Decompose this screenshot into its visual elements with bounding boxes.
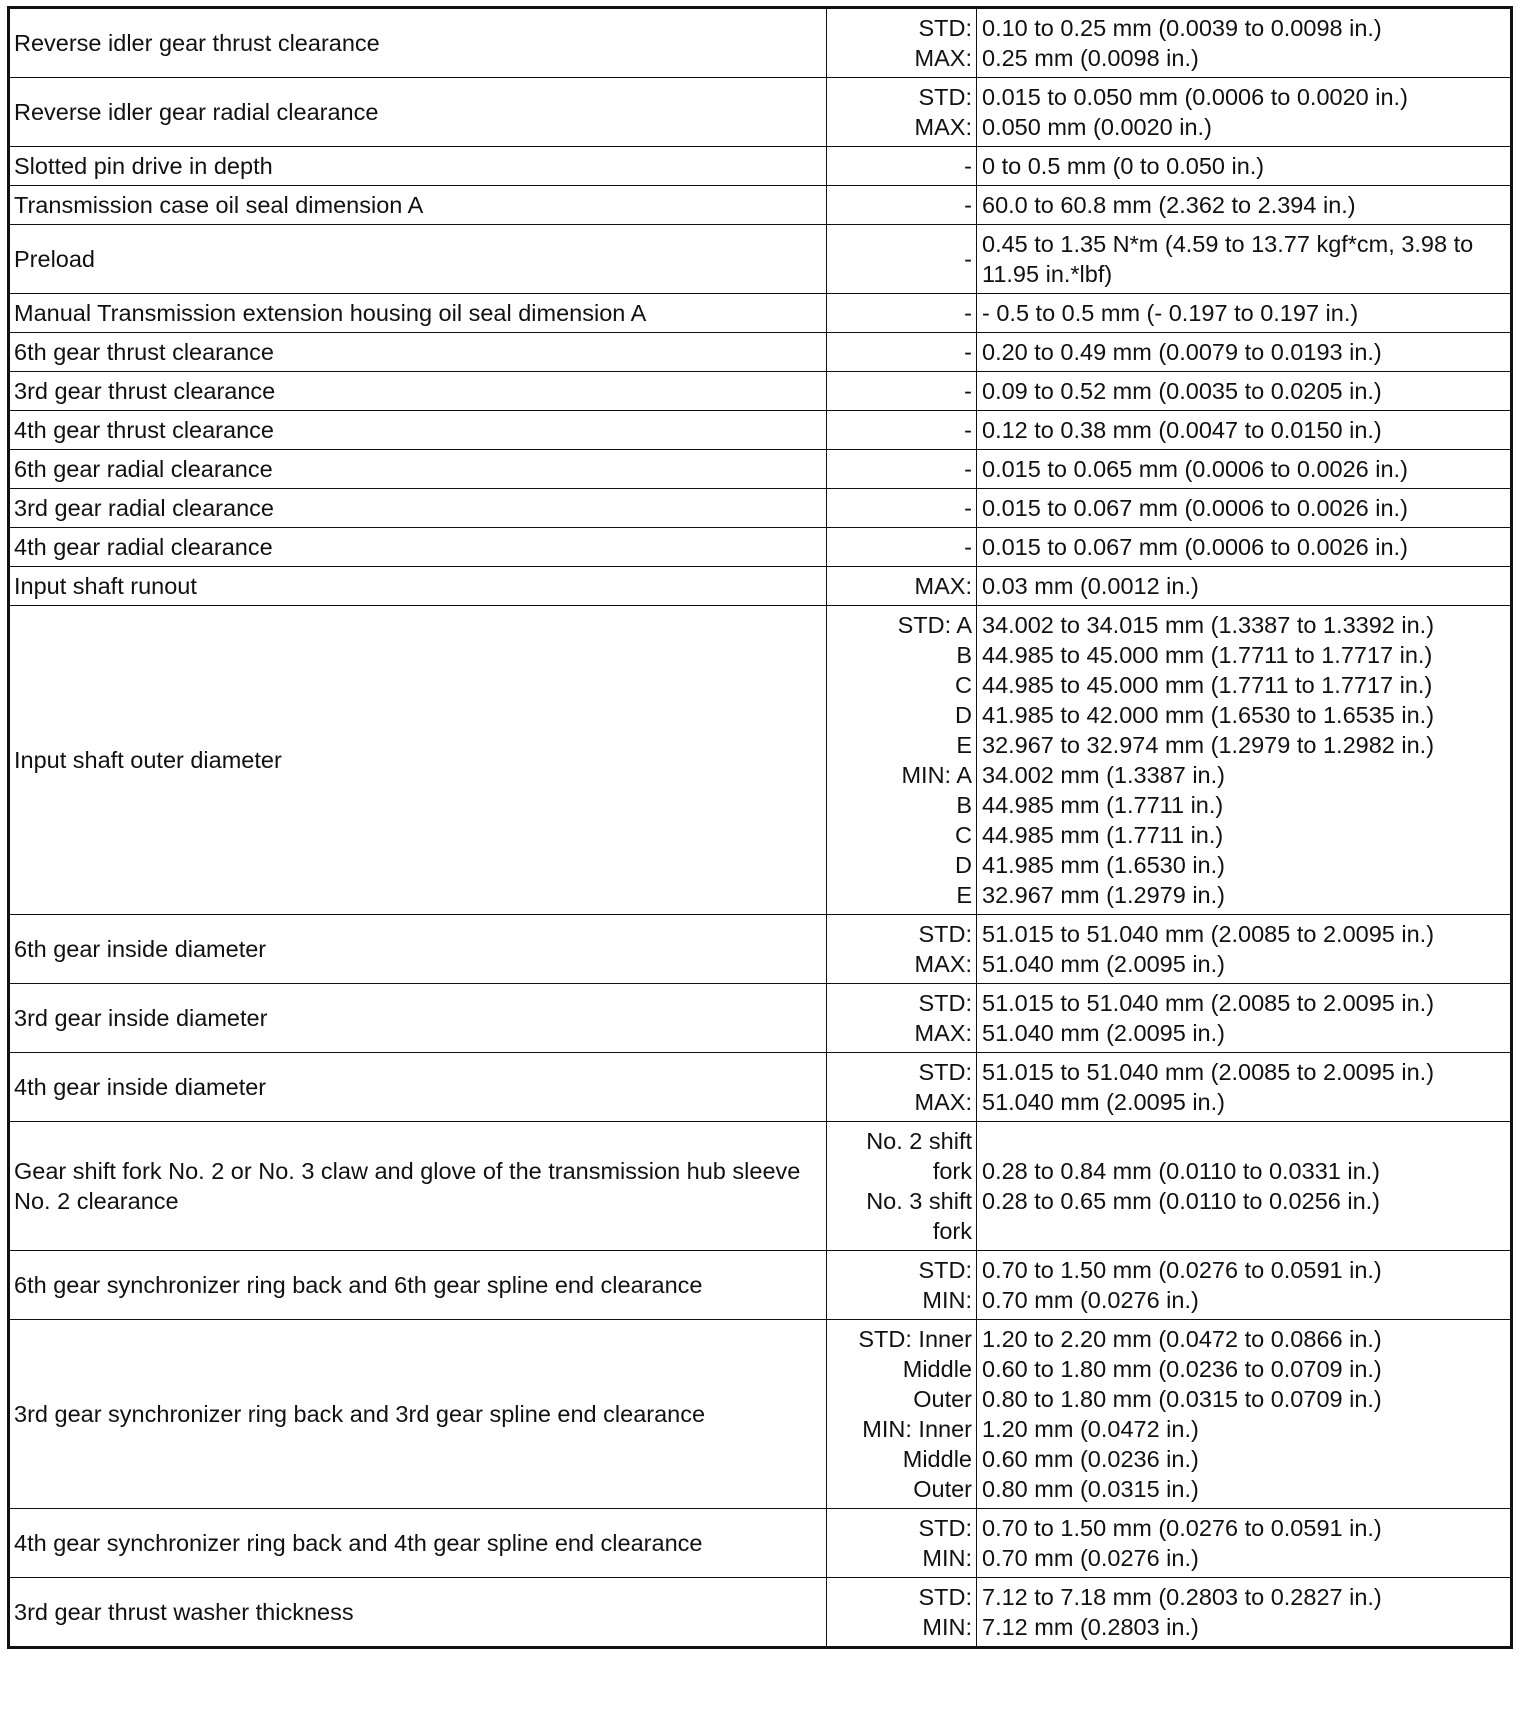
- spec-item-label: 3rd gear thrust washer thickness: [14, 1599, 354, 1625]
- spec-item-cell: [9, 1509, 827, 1578]
- spec-value-cell: [977, 186, 1512, 225]
- spec-value: 51.015 to 51.040 mm (2.0085 to 2.0095 in.): [982, 1059, 1435, 1085]
- spec-qualifier-cell: [827, 333, 977, 372]
- spec-qualifier: STD:: [918, 84, 972, 110]
- spec-item-label: Reverse idler gear thrust clearance: [14, 30, 380, 56]
- spec-qualifier: MAX:: [914, 1089, 972, 1115]
- spec-item-label: 3rd gear synchronizer ring back and 3rd gear spline end clearance: [14, 1401, 706, 1427]
- spec-item-cell: [9, 78, 827, 147]
- spec-value: [982, 1126, 1506, 1156]
- spec-value-cell: [977, 606, 1512, 915]
- spec-qualifier-cell: [827, 1320, 977, 1509]
- table-row: [9, 147, 1512, 186]
- specification-table-body: [9, 8, 1512, 1648]
- spec-qualifier: No. 3 shift: [866, 1188, 972, 1214]
- spec-value: 7.12 mm (0.2803 in.): [982, 1614, 1199, 1640]
- spec-value: 0.050 mm (0.0020 in.): [982, 114, 1212, 140]
- spec-value: 0.80 to 1.80 mm (0.0315 to 0.0709 in.): [982, 1386, 1382, 1412]
- spec-item-cell: [9, 567, 827, 606]
- spec-qualifier: C: [955, 822, 972, 848]
- spec-qualifier: fork: [932, 1158, 972, 1184]
- spec-qualifier: MAX:: [914, 1020, 972, 1046]
- spec-qualifier: B: [956, 792, 972, 818]
- table-row: [9, 411, 1512, 450]
- spec-value: 0.015 to 0.067 mm (0.0006 to 0.0026 in.): [982, 534, 1408, 560]
- spec-value-cell: [977, 984, 1512, 1053]
- spec-value-cell: [977, 225, 1512, 294]
- spec-qualifier: MAX:: [914, 45, 972, 71]
- spec-qualifier: -: [964, 153, 972, 179]
- spec-item-label: Slotted pin drive in depth: [14, 153, 273, 179]
- spec-qualifier-cell: [827, 147, 977, 186]
- spec-qualifier: STD:: [918, 1515, 972, 1541]
- spec-value-cell: [977, 1122, 1512, 1251]
- spec-qualifier: -: [964, 534, 972, 560]
- spec-value: 51.015 to 51.040 mm (2.0085 to 2.0095 in.): [982, 921, 1435, 947]
- spec-value-cell: [977, 450, 1512, 489]
- spec-value-cell: [977, 1509, 1512, 1578]
- spec-item-cell: [9, 1251, 827, 1320]
- spec-value: 34.002 to 34.015 mm (1.3387 to 1.3392 in.): [982, 612, 1435, 638]
- spec-qualifier-cell: [827, 294, 977, 333]
- spec-qualifier: STD:: [918, 15, 972, 41]
- spec-qualifier: Outer: [913, 1476, 972, 1502]
- spec-qualifier: STD:: [918, 1584, 972, 1610]
- spec-value-cell: [977, 147, 1512, 186]
- spec-value-cell: [977, 333, 1512, 372]
- spec-value-cell: [977, 1320, 1512, 1509]
- spec-item-label: 4th gear thrust clearance: [14, 417, 274, 443]
- table-row: [9, 489, 1512, 528]
- table-row: [9, 225, 1512, 294]
- table-row: [9, 1122, 1512, 1251]
- spec-item-cell: [9, 411, 827, 450]
- spec-value: 0.45 to 1.35 N*m (4.59 to 13.77 kgf*cm, 3.98 to 11.95 in.*lbf): [982, 231, 1474, 287]
- spec-value-cell: [977, 915, 1512, 984]
- spec-value-cell: [977, 528, 1512, 567]
- spec-item-label: Transmission case oil seal dimension A: [14, 192, 424, 218]
- spec-value: 34.002 mm (1.3387 in.): [982, 762, 1225, 788]
- spec-qualifier-cell: [827, 606, 977, 915]
- table-row: [9, 984, 1512, 1053]
- spec-qualifier: -: [964, 192, 972, 218]
- specification-table: [7, 6, 1513, 1649]
- spec-value: 44.985 to 45.000 mm (1.7711 to 1.7717 in.): [982, 642, 1433, 668]
- spec-value: 0.70 to 1.50 mm (0.0276 to 0.0591 in.): [982, 1257, 1382, 1283]
- spec-item-label: Gear shift fork No. 2 or No. 3 claw and glove of the transmission hub sleeve No. 2 clearance: [14, 1158, 801, 1214]
- spec-item-label: 6th gear inside diameter: [14, 936, 267, 962]
- spec-qualifier-cell: [827, 186, 977, 225]
- spec-item-cell: [9, 915, 827, 984]
- table-row: [9, 372, 1512, 411]
- spec-qualifier: fork: [932, 1218, 972, 1244]
- spec-qualifier: MAX:: [914, 951, 972, 977]
- spec-value: 0.12 to 0.38 mm (0.0047 to 0.0150 in.): [982, 417, 1382, 443]
- spec-value: 0.60 to 1.80 mm (0.0236 to 0.0709 in.): [982, 1356, 1382, 1382]
- spec-value: 0.015 to 0.067 mm (0.0006 to 0.0026 in.): [982, 495, 1408, 521]
- spec-item-cell: [9, 606, 827, 915]
- spec-qualifier: MAX:: [914, 114, 972, 140]
- spec-qualifier-cell: [827, 78, 977, 147]
- spec-item-label: Input shaft outer diameter: [14, 747, 282, 773]
- spec-qualifier-cell: [827, 1578, 977, 1648]
- table-row: [9, 567, 1512, 606]
- spec-qualifier: STD:: [918, 990, 972, 1016]
- spec-item-label: 6th gear thrust clearance: [14, 339, 274, 365]
- spec-value-cell: [977, 411, 1512, 450]
- spec-item-cell: [9, 489, 827, 528]
- spec-value: 7.12 to 7.18 mm (0.2803 to 0.2827 in.): [982, 1584, 1382, 1610]
- spec-qualifier: B: [956, 642, 972, 668]
- spec-value: 0.09 to 0.52 mm (0.0035 to 0.0205 in.): [982, 378, 1382, 404]
- spec-qualifier: -: [964, 378, 972, 404]
- spec-qualifier: STD:: [918, 921, 972, 947]
- spec-value: 0.20 to 0.49 mm (0.0079 to 0.0193 in.): [982, 339, 1382, 365]
- spec-item-label: 3rd gear radial clearance: [14, 495, 274, 521]
- spec-value: 0.28 to 0.65 mm (0.0110 to 0.0256 in.): [982, 1188, 1381, 1214]
- spec-value: 0.70 mm (0.0276 in.): [982, 1287, 1199, 1313]
- spec-value: 0.60 mm (0.0236 in.): [982, 1446, 1199, 1472]
- spec-item-cell: [9, 372, 827, 411]
- spec-item-label: Input shaft runout: [14, 573, 197, 599]
- spec-value: 41.985 to 42.000 mm (1.6530 to 1.6535 in.): [982, 702, 1435, 728]
- spec-value: 0.80 mm (0.0315 in.): [982, 1476, 1199, 1502]
- spec-qualifier-cell: [827, 984, 977, 1053]
- spec-qualifier: -: [964, 246, 972, 272]
- spec-qualifier: STD:: [918, 1059, 972, 1085]
- spec-value: 44.985 mm (1.7711 in.): [982, 822, 1224, 848]
- spec-item-cell: [9, 1122, 827, 1251]
- table-row: [9, 1509, 1512, 1578]
- spec-qualifier: MIN: Inner: [862, 1416, 972, 1442]
- table-row: [9, 1053, 1512, 1122]
- spec-qualifier: MIN: A: [901, 762, 972, 788]
- spec-item-label: Reverse idler gear radial clearance: [14, 99, 379, 125]
- spec-qualifier: -: [964, 495, 972, 521]
- spec-item-cell: [9, 333, 827, 372]
- spec-value: 51.040 mm (2.0095 in.): [982, 1089, 1225, 1115]
- spec-qualifier-cell: [827, 372, 977, 411]
- spec-value: 0.10 to 0.25 mm (0.0039 to 0.0098 in.): [982, 15, 1382, 41]
- spec-value-cell: [977, 294, 1512, 333]
- spec-qualifier: D: [955, 852, 972, 878]
- spec-qualifier-cell: [827, 567, 977, 606]
- spec-qualifier: Middle: [902, 1446, 972, 1472]
- spec-qualifier-cell: [827, 489, 977, 528]
- spec-value-cell: [977, 8, 1512, 78]
- spec-qualifier-cell: [827, 915, 977, 984]
- spec-qualifier: Outer: [913, 1386, 972, 1412]
- spec-value-cell: [977, 78, 1512, 147]
- spec-value: 0.25 mm (0.0098 in.): [982, 45, 1199, 71]
- table-row: [9, 1251, 1512, 1320]
- spec-item-label: 4th gear radial clearance: [14, 534, 273, 560]
- spec-value-cell: [977, 1053, 1512, 1122]
- table-row: [9, 915, 1512, 984]
- spec-value: 0.70 mm (0.0276 in.): [982, 1545, 1199, 1571]
- spec-value: 1.20 to 2.20 mm (0.0472 to 0.0866 in.): [982, 1326, 1382, 1352]
- spec-item-label: 3rd gear inside diameter: [14, 1005, 268, 1031]
- spec-value: 60.0 to 60.8 mm (2.362 to 2.394 in.): [982, 192, 1356, 218]
- table-row: [9, 8, 1512, 78]
- spec-qualifier: STD: Inner: [858, 1326, 972, 1352]
- spec-value: 41.985 mm (1.6530 in.): [982, 852, 1225, 878]
- spec-qualifier: MAX:: [914, 573, 972, 599]
- spec-value: 44.985 to 45.000 mm (1.7711 to 1.7717 in.): [982, 672, 1433, 698]
- spec-qualifier: MIN:: [922, 1614, 972, 1640]
- spec-value: 32.967 mm (1.2979 in.): [982, 882, 1225, 908]
- spec-value: 0.28 to 0.84 mm (0.0110 to 0.0331 in.): [982, 1158, 1381, 1184]
- table-row: [9, 1578, 1512, 1648]
- spec-item-label: 6th gear radial clearance: [14, 456, 273, 482]
- spec-value: 0.015 to 0.050 mm (0.0006 to 0.0020 in.): [982, 84, 1408, 110]
- spec-value: 51.040 mm (2.0095 in.): [982, 951, 1225, 977]
- spec-value: 0.015 to 0.065 mm (0.0006 to 0.0026 in.): [982, 456, 1408, 482]
- spec-item-cell: [9, 528, 827, 567]
- spec-item-cell: [9, 8, 827, 78]
- table-row: [9, 450, 1512, 489]
- spec-item-cell: [9, 225, 827, 294]
- spec-value-cell: [977, 567, 1512, 606]
- spec-item-label: 4th gear synchronizer ring back and 4th gear spline end clearance: [14, 1530, 703, 1556]
- table-row: [9, 528, 1512, 567]
- spec-value: 0 to 0.5 mm (0 to 0.050 in.): [982, 153, 1265, 179]
- spec-qualifier: -: [964, 300, 972, 326]
- spec-value: 51.015 to 51.040 mm (2.0085 to 2.0095 in.): [982, 990, 1435, 1016]
- spec-qualifier-cell: [827, 1509, 977, 1578]
- table-row: [9, 606, 1512, 915]
- spec-item-cell: [9, 1320, 827, 1509]
- spec-qualifier: STD: A: [897, 612, 972, 638]
- spec-item-label: 6th gear synchronizer ring back and 6th gear spline end clearance: [14, 1272, 703, 1298]
- spec-qualifier: C: [955, 672, 972, 698]
- spec-item-cell: [9, 984, 827, 1053]
- spec-value: 0.03 mm (0.0012 in.): [982, 573, 1199, 599]
- spec-qualifier-cell: [827, 450, 977, 489]
- table-row: [9, 78, 1512, 147]
- spec-item-cell: [9, 186, 827, 225]
- spec-item-cell: [9, 147, 827, 186]
- spec-qualifier: -: [964, 339, 972, 365]
- spec-value: [982, 1216, 1506, 1246]
- table-row: [9, 294, 1512, 333]
- spec-item-label: Manual Transmission extension housing oil seal dimension A: [14, 300, 647, 326]
- spec-qualifier: No. 2 shift: [866, 1128, 972, 1154]
- spec-value: 0.70 to 1.50 mm (0.0276 to 0.0591 in.): [982, 1515, 1382, 1541]
- spec-value-cell: [977, 1251, 1512, 1320]
- spec-qualifier-cell: [827, 1122, 977, 1251]
- table-row: [9, 1320, 1512, 1509]
- spec-value-cell: [977, 1578, 1512, 1648]
- spec-qualifier-cell: [827, 528, 977, 567]
- spec-item-label: 3rd gear thrust clearance: [14, 378, 276, 404]
- spec-qualifier: MIN:: [922, 1545, 972, 1571]
- spec-value: 51.040 mm (2.0095 in.): [982, 1020, 1225, 1046]
- spec-qualifier: E: [956, 882, 972, 908]
- spec-value: - 0.5 to 0.5 mm (- 0.197 to 0.197 in.): [982, 300, 1359, 326]
- spec-qualifier: E: [956, 732, 972, 758]
- spec-qualifier: Middle: [902, 1356, 972, 1382]
- spec-value: 32.967 to 32.974 mm (1.2979 to 1.2982 in.): [982, 732, 1435, 758]
- spec-item-cell: [9, 450, 827, 489]
- spec-qualifier-cell: [827, 1053, 977, 1122]
- spec-qualifier-cell: [827, 411, 977, 450]
- spec-qualifier: -: [964, 417, 972, 443]
- table-row: [9, 186, 1512, 225]
- spec-qualifier: D: [955, 702, 972, 728]
- spec-qualifier-cell: [827, 1251, 977, 1320]
- spec-qualifier: STD:: [918, 1257, 972, 1283]
- spec-value: 1.20 mm (0.0472 in.): [982, 1416, 1199, 1442]
- table-row: [9, 333, 1512, 372]
- spec-value-cell: [977, 372, 1512, 411]
- spec-item-cell: [9, 1053, 827, 1122]
- spec-qualifier: -: [964, 456, 972, 482]
- spec-item-cell: [9, 294, 827, 333]
- spec-item-label: 4th gear inside diameter: [14, 1074, 267, 1100]
- spec-value-cell: [977, 489, 1512, 528]
- spec-item-cell: [9, 1578, 827, 1648]
- spec-item-label: Preload: [14, 246, 95, 272]
- spec-qualifier: MIN:: [922, 1287, 972, 1313]
- spec-qualifier-cell: [827, 225, 977, 294]
- spec-qualifier-cell: [827, 8, 977, 78]
- spec-value: 44.985 mm (1.7711 in.): [982, 792, 1224, 818]
